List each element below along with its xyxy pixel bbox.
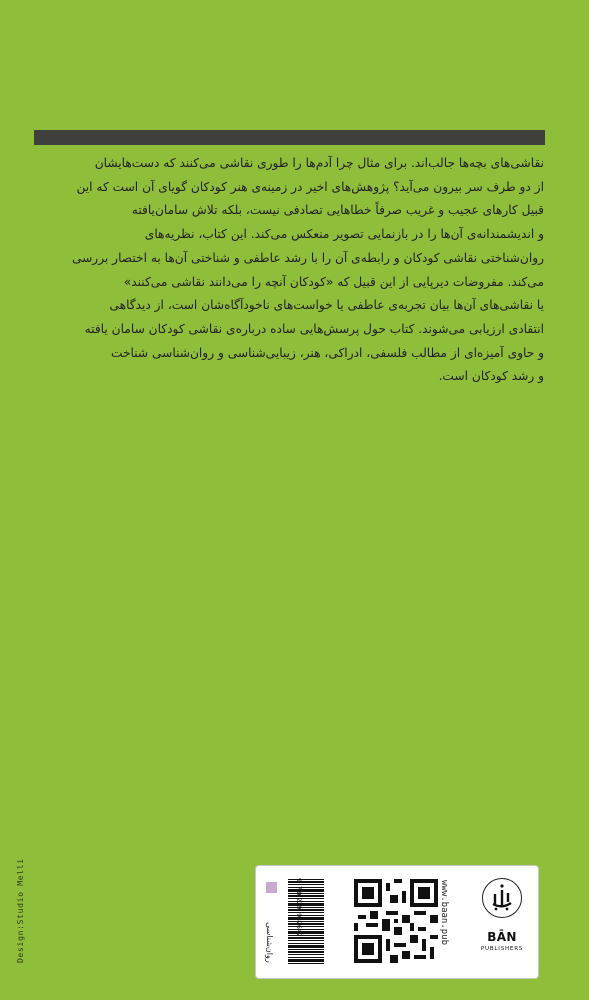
top-divider-bar — [34, 130, 545, 145]
blurb-line: انتقادی ارزیابی می‌شوند. کتاب حول پرسش‌هایی ساده درباره‌ی نقاشی کودکان سامان یافته — [84, 321, 544, 336]
blurb-line: از دو طرف سر بیرون می‌آید؟ پژوهش‌های اخیر در زمینه‌ی هنر کودکان گویای آن است که این — [76, 179, 544, 194]
blurb-line: روان‌شناختی نقاشی کودکان و رابطه‌ی آن را با رشد عاطفی و شناختی آن‌ها به اختصار بررسی — [71, 250, 544, 265]
barcode-bars — [288, 879, 324, 965]
blurb-line: و حاوی آمیزه‌ای از مطالب فلسفی، ادراکی، هنر، زیبایی‌شناسی و روان‌شناسی شناخت — [111, 345, 544, 360]
blurb-line: نقاشی‌های بچه‌ها جالب‌اند. برای مثال چرا آدم‌ها را طوری نقاشی می‌کنند که دست‌هایشان — [94, 156, 544, 170]
publisher-info-card — [256, 866, 538, 978]
qr-code-icon — [354, 879, 438, 963]
logo-emblem-icon — [482, 878, 522, 918]
book-blurb — [34, 152, 544, 389]
brand-subtitle: PUBLISHERS — [480, 946, 524, 952]
publisher-logo — [477, 876, 527, 968]
blurb-line: یا نقاشی‌های آن‌ها بیان تجربه‌ی عاطفی یا خواست‌های ناخودآگاه‌شان است، از دیدگاهی — [109, 298, 544, 313]
brand-name: BĀN — [487, 930, 517, 944]
blurb-line: قبیل کارهای عجیب و غریب صرفاً خطاهایی تصادفی نیست، بلکه تلاش سامان‌یافته — [131, 203, 544, 218]
category-color-swatch — [266, 882, 277, 893]
blurb-line: و اندیشمندانه‌ی آن‌ها را در بازنمایی تصویر منعکس می‌کند. این کتاب، نظریه‌های — [144, 227, 544, 242]
category-label: روان‌شناسی — [265, 922, 274, 963]
blurb-line: می‌کند. مفروضات دیرپایی از این قبیل که «کودکان آنچه را می‌دانند نقاشی می‌کنند» — [123, 274, 544, 289]
design-credit: Design:Studio Melli — [16, 858, 25, 963]
publisher-website: www.baan.pub — [439, 880, 449, 946]
isbn-number: 9 786229 942642 — [295, 878, 303, 937]
blurb-line: و رشد کودکان است. — [438, 369, 544, 384]
